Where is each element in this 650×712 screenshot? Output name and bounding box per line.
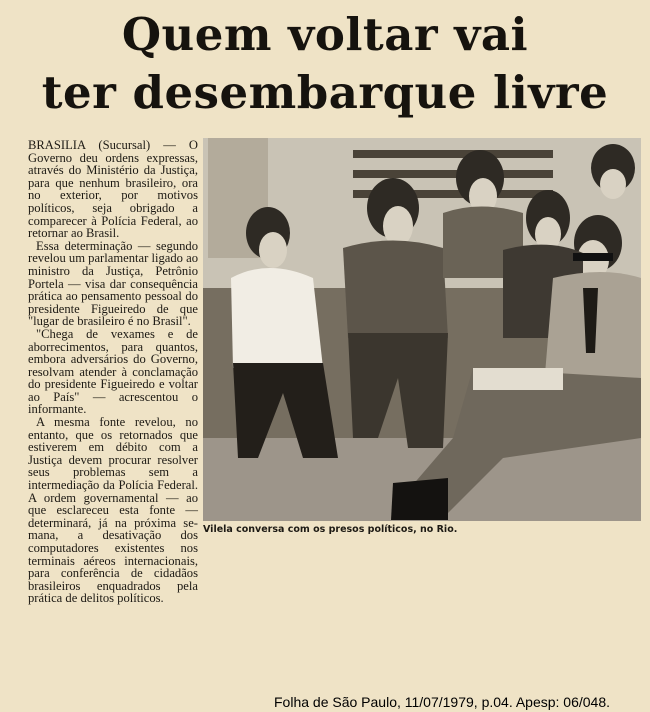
headline-line-2: ter desembarque livre [41,66,609,119]
headline-line-1: Quem voltar vai [121,8,529,61]
headline [0,6,650,122]
article-paragraph-3: "Chega de vexames e de aborrecimentos, para quantos, embora adversários do Governo, resolvam atender à conclamação do presidente Figueiredo e voltar ao País" — acrescentou o informante. [28,326,198,417]
news-photo [203,138,641,521]
source-credit: Folha de São Paulo, 11/07/1979, p.04. Apesp: 06/048. [274,694,611,710]
article-paragraph-1: BRASILIA (Sucursal) — O Governo deu ordens expressas, através do Ministério da Justiça, para que nenhum brasileiro, ora no exterior, por motivos políticos, seja obrigado a comparecer à Polícia Federal, ao retornar ao Brasil. [28,138,198,241]
article-paragraph-2: Essa determinação — segundo revelou um parlamentar ligado ao ministro da Justiça, Petrônio Portela — visa dar consequência prática ao pensamento pessoal do presidente Figueiredo de que "lugar de brasileiro é no Brasil". [28,238,198,329]
article-body [28,139,198,605]
article-paragraph-4: A mesma fonte revelou, no entanto, que os retornados que estiverem em débito com a Justiça devem procurar resolver seus problemas sem a intermediação da Polícia Federal. A ordem governamental — ao que esclareceu esta fonte — determinará, já na próxima semana, a desativação dos computadores existentes nos terminais aéreos internacionais, para conferência de cidadãos brasileiros enquadrados pela prática de delitos políticos. [28,415,198,606]
photo-caption: Vilela conversa com os presos políticos, no Rio. [203,524,458,535]
photo-illustration [203,138,641,521]
